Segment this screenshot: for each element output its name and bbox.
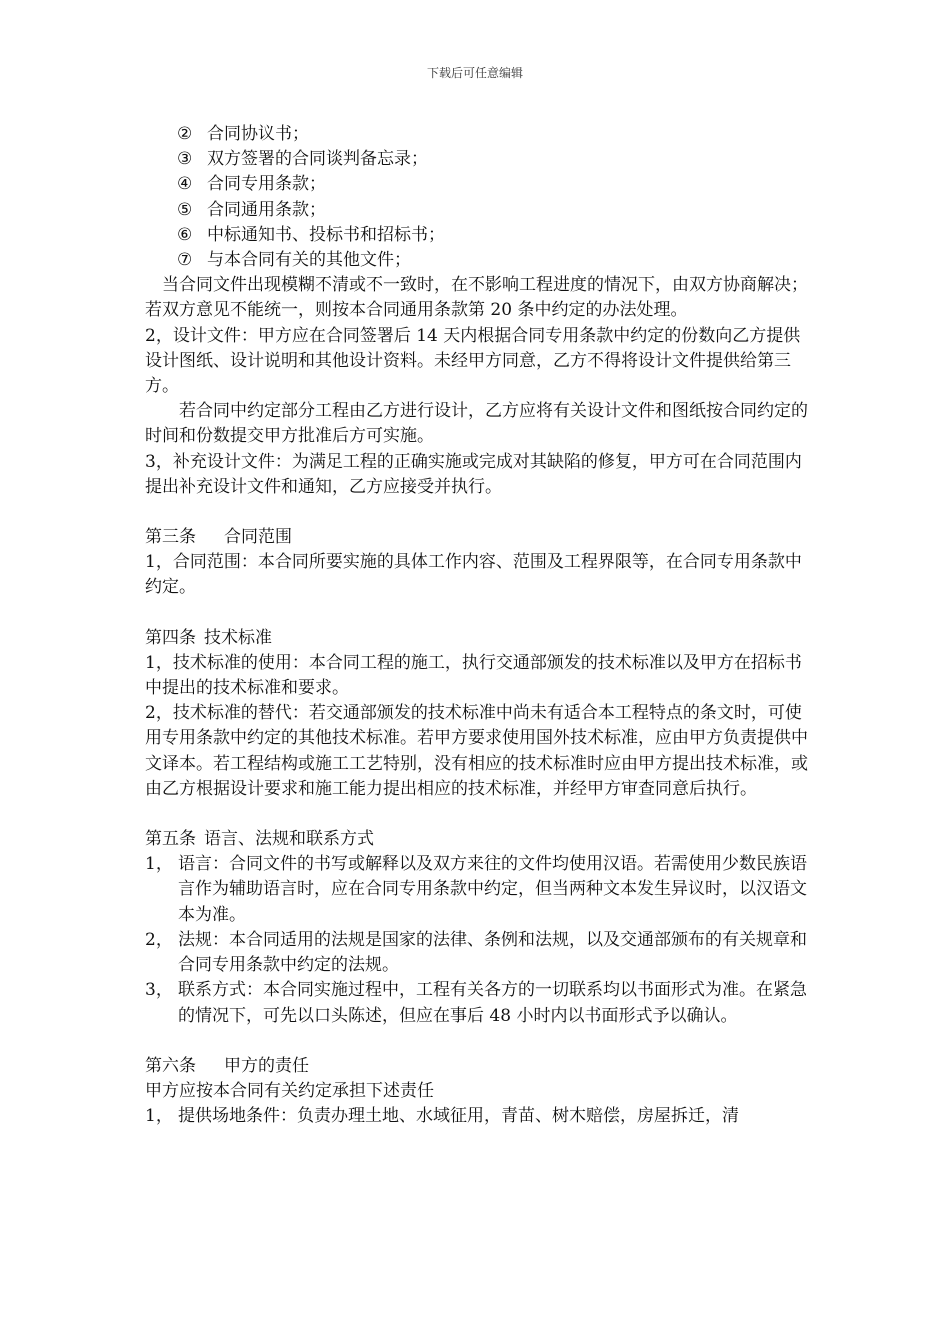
list-item-text: 中标通知书、投标书和招标书； [207, 224, 445, 245]
item-number: 1， [145, 854, 173, 875]
list-item-text: 双方签署的合同谈判备忘录； [207, 149, 428, 170]
list-item [145, 147, 810, 172]
article-title: 甲方的责任 [224, 1055, 309, 1076]
list-marker: ⑥ [177, 224, 193, 245]
article-4-paragraph-2: 2，技术标准的替代：若交通部颁发的技术标准中尚未有适合本工程特点的条文时，可使用专用条款中约定的其他技术标准。若甲方要求使用国外技术标准，应由甲方负责提供中文译本。若工程结构或施工工艺特别，没有相应的技术标准时应由甲方提出技术标准，或由乙方根据设计要求和施工能力提出相应的技术标准，并经甲方审查同意后执行。 [145, 703, 808, 799]
article-number: 第三条 [145, 527, 196, 548]
article-3-heading [145, 525, 810, 550]
list-marker: ④ [177, 174, 193, 195]
numbered-item [145, 978, 810, 1028]
article-title: 语言、法规和联系方式 [204, 829, 374, 850]
section-spacer [145, 1029, 810, 1054]
paragraph-contractor-design: 若合同中约定部分工程由乙方进行设计，乙方应将有关设计文件和图纸按合同约定的时间和份数提交甲方批准后方可实施。 [145, 401, 808, 447]
section-spacer [145, 500, 810, 525]
article-6-heading [145, 1054, 810, 1079]
list-item-text: 合同专用条款； [207, 174, 326, 195]
contract-document-list [145, 122, 810, 273]
article-5-heading [145, 827, 810, 852]
list-item [145, 172, 810, 197]
list-marker: ② [177, 124, 193, 144]
list-item-text: 合同协议书； [207, 124, 309, 144]
numbered-item [145, 928, 810, 978]
article-number: 第四条 [145, 627, 196, 648]
article-title: 技术标准 [204, 627, 272, 648]
list-item [145, 198, 810, 223]
list-item-text: 合同通用条款； [207, 199, 326, 220]
article-4-heading [145, 626, 810, 651]
paragraph-conflict-resolution: 当合同文件出现模糊不清或不一致时，在不影响工程进度的情况下，由双方协商解决；若双方意见不能统一，则按本合同通用条款第 20 条中约定的办法处理。 [145, 275, 808, 321]
article-6-intro: 甲方应按本合同有关约定承担下述责任 [145, 1080, 434, 1101]
list-item [145, 223, 810, 248]
article-number: 第六条 [145, 1055, 196, 1076]
list-marker: ③ [177, 149, 193, 170]
document-body [145, 122, 810, 1129]
item-text: 语言：合同文件的书写或解释以及双方来往的文件均使用汉语。若需使用少数民族语言作为辅助语言时，应在合同专用条款中约定，但当两种文本发生异议时，以汉语文本为准。 [178, 854, 807, 925]
list-marker: ⑤ [177, 199, 193, 220]
item-number: 1， [145, 1106, 173, 1127]
list-item [145, 248, 810, 273]
section-spacer [145, 802, 810, 827]
article-4-paragraph-1: 1，技术标准的使用：本合同工程的施工，执行交通部颁发的技术标准以及甲方在招标书中提出的技术标准和要求。 [145, 652, 802, 699]
item-text: 联系方式：本合同实施过程中，工程有关各方的一切联系均以书面形式为准。在紧急的情况下，可先以口头陈述，但应在事后 48 小时内以书面形式予以确认。 [178, 980, 807, 1026]
numbered-item [145, 852, 810, 928]
item-number: 3， [145, 980, 173, 1001]
article-title: 合同范围 [224, 527, 292, 548]
item-number: 2， [145, 929, 173, 950]
list-marker: ⑦ [177, 250, 193, 271]
numbered-item [145, 1104, 810, 1129]
list-item [145, 122, 810, 147]
article-3-paragraph: 1，合同范围：本合同所要实施的具体工作内容、范围及工程界限等，在合同专用条款中约定。 [145, 552, 802, 598]
section-spacer [145, 601, 810, 626]
item-text: 法规：本合同适用的法规是国家的法律、条例和法规，以及交通部颁布的有关规章和合同专用条款中约定的法规。 [178, 929, 807, 976]
item-text: 提供场地条件：负责办理土地、水域征用，青苗、树木赔偿，房屋拆迁，清 [178, 1106, 739, 1127]
page-header: 下载后可任意编辑 [426, 66, 523, 80]
list-item-text: 与本合同有关的其他文件； [207, 250, 411, 271]
paragraph-supplementary-design: 3，补充设计文件：为满足工程的正确实施或完成对其缺陷的修复，甲方可在合同范围内提出补充设计文件和通知，乙方应接受并执行。 [145, 451, 802, 497]
article-number: 第五条 [145, 829, 196, 850]
paragraph-design-documents: 2，设计文件：甲方应在合同签署后 14 天内根据合同专用条款中约定的份数向乙方提供设计图纸、设计说明和其他设计资料。未经甲方同意，乙方不得将设计文件提供给第三方。 [145, 325, 801, 397]
